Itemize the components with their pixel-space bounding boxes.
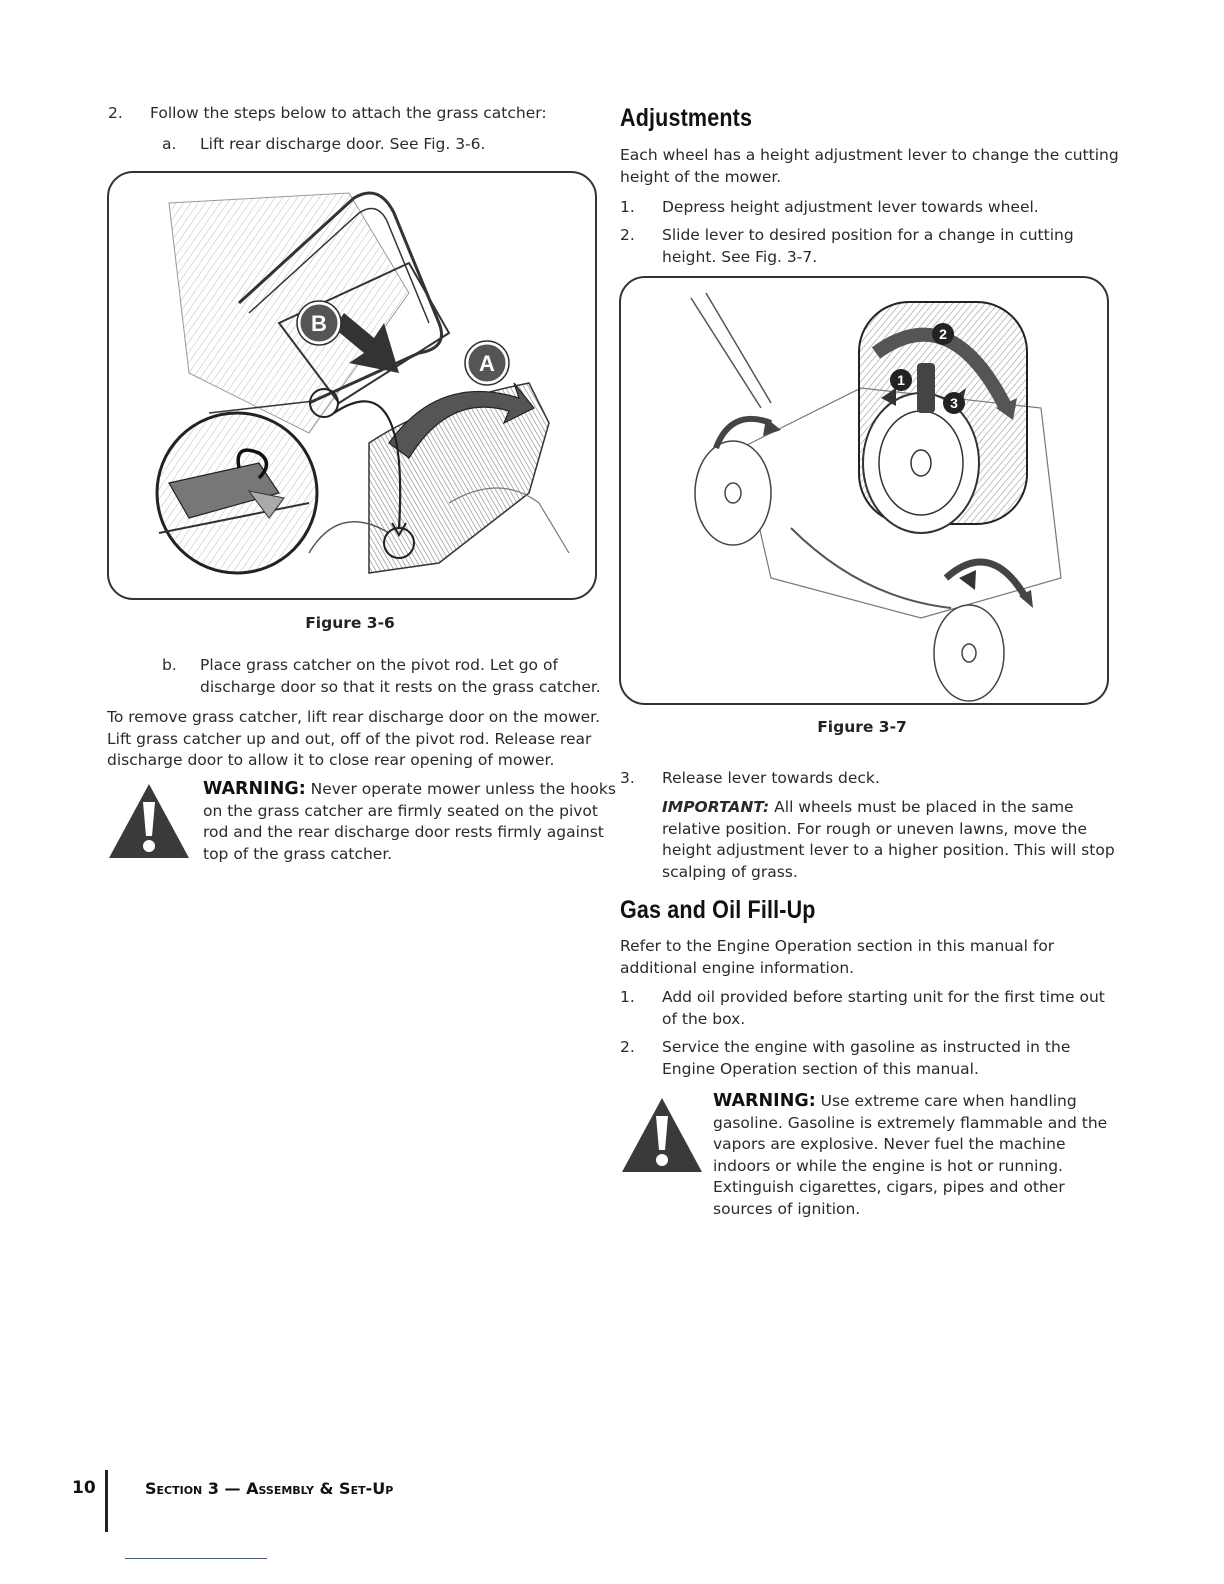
warning-line: rod and the rear discharge door rests firmly against [203,823,604,841]
step-2b [162,655,601,699]
gas-step-1 [620,987,1110,1031]
step-text: Release lever towards deck. [662,769,880,787]
adjust-step-3 [620,768,1110,790]
paragraph-line: Lift grass catcher up and out, off of the pivot rod. Release rear [107,729,592,748]
page-number: 10 [72,1478,96,1498]
important-line: relative position. For rough or uneven lawns, move the [662,819,1088,838]
warning-text: Never operate mower unless the hooks [305,780,616,798]
warning-triangle-icon [620,1094,704,1176]
step-letter: b. [162,656,177,674]
adjust-step-1 [620,197,1110,219]
warning-line: vapors are explosive. Never fuel the machine [713,1135,1066,1153]
paragraph-line: height of the mower. [620,167,782,186]
gas-intro [620,936,1110,979]
callout-a: A [479,351,495,376]
figure-3-7-caption: Figure 3-7 [817,718,907,736]
bottom-rule [125,1558,267,1559]
warning-line: gasoline. Gasoline is extremely flammable and the [713,1113,1108,1132]
step-number: 3. [620,769,635,787]
adjustments-intro [620,145,1119,188]
step-text: Depress height adjustment lever towards wheel. [662,198,1039,216]
step-text: Follow the steps below to attach the grass catcher: [150,104,547,122]
warning-block-gasoline [620,1088,1110,1228]
step-number: 1. [620,198,635,216]
step-number: 2. [620,226,635,244]
warning-line: sources of ignition. [713,1199,861,1218]
adjustments-heading: Adjustments [620,104,753,132]
step-text-line: height. See Fig. 3-7. [662,248,818,266]
figure-3-7 [619,276,1109,705]
step-text: Lift rear discharge door. See Fig. 3-6. [200,135,486,153]
step-letter: a. [162,135,177,153]
warning-text: Use extreme care when handling [815,1092,1077,1110]
step-text-line: Service the engine with gasoline as instructed in the [662,1038,1071,1056]
grass-catcher-illustration [109,173,595,598]
step-number: 2. [108,104,123,122]
step-text-line: Slide lever to desired position for a change in cutting [662,226,1074,244]
warning-line: Extinguish cigarettes, cigars, pipes and other [713,1178,1065,1196]
step-number: 1. [620,988,635,1006]
step-text-line: Place grass catcher on the pivot rod. Let go of [200,656,558,674]
section-title: Section 3 — Assembly & Set-Up [145,1479,394,1498]
figure-3-6-caption: Figure 3-6 [305,614,395,632]
footer-divider [105,1470,108,1532]
warning-line: indoors or while the engine is hot or running. [713,1156,1063,1175]
warning-block-catcher [107,775,616,875]
gas-oil-heading: Gas and Oil Fill-Up [620,896,816,924]
important-text: All wheels must be placed in the same [769,798,1074,816]
paragraph-line: Each wheel has a height adjustment lever to change the cutting [620,146,1119,164]
important-note [662,797,1115,883]
paragraph-line: To remove grass catcher, lift rear discharge door on the mower. [107,708,601,726]
warning-title: WARNING: [203,779,306,799]
height-adjustment-illustration [621,278,1107,703]
paragraph-line: discharge door to allow it to close rear opening of mower. [107,751,555,769]
warning-triangle-icon [107,780,191,862]
step-text-line: of the box. [662,1010,746,1028]
gas-step-2 [620,1037,1110,1081]
step-text-line: Add oil provided before starting unit for the first time out [662,988,1105,1006]
step-text-line: discharge door so that it rests on the grass catcher. [200,678,601,696]
remove-catcher-paragraph [107,707,601,772]
adjust-step-2 [620,225,1110,269]
step-number: 2. [620,1038,635,1056]
warning-line: on the grass catcher are firmly seated on the pivot [203,801,598,820]
callout-2: 2 [939,326,947,342]
callout-3: 3 [950,395,958,411]
warning-title: WARNING: [713,1091,816,1111]
important-line: height adjustment lever to a higher position. This will stop [662,841,1115,859]
figure-3-6 [107,171,597,600]
warning-line: top of the grass catcher. [203,844,393,863]
paragraph-line: additional engine information. [620,958,855,977]
callout-1: 1 [897,372,905,388]
callout-b: B [311,311,327,336]
important-label: IMPORTANT: [662,798,770,816]
step-text-line: Engine Operation section of this manual. [662,1060,979,1078]
important-line: scalping of grass. [662,862,798,881]
paragraph-line: Refer to the Engine Operation section in this manual for [620,937,1055,955]
